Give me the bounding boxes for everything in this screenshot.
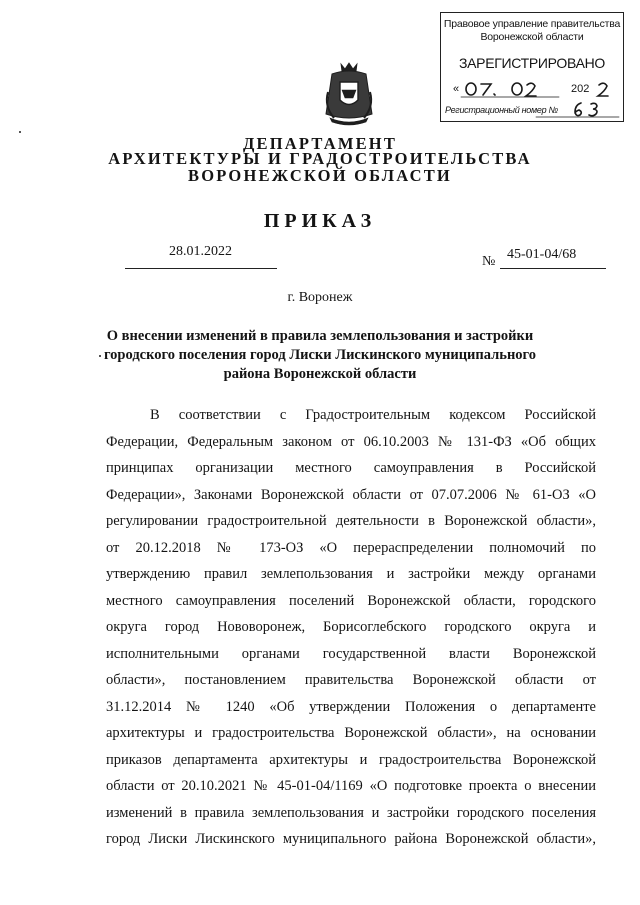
body-line: регулировании градостроительной деятельности в Воронежской области»,	[106, 513, 596, 529]
order-number-sign: №	[482, 254, 496, 269]
body-line: области от 20.10.2021 № 45-01-04/1169 «О подготовке проекта о внесении	[106, 778, 596, 794]
body-line: области», постановлением правительства Воронежской области от	[106, 672, 596, 688]
document-type-title: ПРИКАЗ	[263, 210, 377, 232]
stamp-reg-number-label: Регистрационный номер №	[445, 105, 558, 115]
department-line-1: ДЕПАРТАМЕНТ	[242, 134, 398, 153]
department-line-2: АРХИТЕКТУРЫ И ГРАДОСТРОИТЕЛЬСТВА	[108, 149, 532, 168]
body-line: Федерации», Законами Воронежской области от 07.07.2006 № 61-ОЗ «О	[106, 487, 596, 503]
stamp-authority-line1: Правовое управление правительства	[443, 18, 621, 30]
order-date: 28.01.2022	[169, 244, 232, 259]
body-line: архитектуры и градостроительства Воронежской области», на основании	[106, 725, 596, 741]
body-line: принципах организации местного самоуправления в Российской	[106, 460, 596, 476]
stamp-date-prefix: «	[453, 83, 460, 95]
body-line: город Лиски Лискинского муниципального района Воронежской области»,	[106, 831, 596, 847]
scan-mark	[99, 355, 101, 357]
body-line: Федерации, Федеральным законом от 06.10.2003 № 131-ФЗ «Об общих	[106, 434, 596, 450]
scan-mark	[19, 131, 21, 133]
subject-line-1: О внесении изменений в правила землепользования и застройки	[106, 328, 534, 344]
body-line: исполнительными органами государственной власти Воронежской	[106, 646, 596, 662]
registration-stamp	[440, 12, 624, 122]
stamp-status: ЗАРЕГИСТРИРОВАНО	[458, 55, 606, 71]
order-date-underline	[125, 268, 277, 269]
stamp-handwriting	[441, 13, 625, 123]
body-line: приказов департамента архитектуры и градостроительства Воронежской	[106, 752, 596, 768]
department-line-3: ВОРОНЕЖСКОЙ ОБЛАСТИ	[188, 166, 452, 185]
body-line: местного самоуправления поселений Воронежской области, городского	[106, 593, 596, 609]
subject-line-3: района Воронежской области	[223, 366, 417, 382]
body-line: утверждению правил землепользования и застройки между органами	[106, 566, 596, 582]
body-line: от 20.12.2018 № 173-ОЗ «О перераспределении полномочий по	[106, 540, 596, 556]
coat-of-arms-icon	[320, 62, 378, 126]
order-city: г. Воронеж	[287, 290, 353, 305]
order-number: 45-01-04/68	[507, 247, 577, 262]
body-line: изменений в правила землепользования и застройки городского поселения	[106, 805, 596, 821]
body-line: округа город Нововоронеж, Борисоглебского городского округа и	[106, 619, 596, 635]
body-line: 31.12.2014 № 1240 «Об утверждении Положения о департаменте	[106, 699, 596, 715]
body-line: В соответствии с Градостроительным кодексом Российской	[150, 407, 596, 423]
order-number-underline	[500, 268, 606, 269]
stamp-year-suffix: 202	[571, 83, 590, 95]
subject-line-2: городского поселения город Лиски Лискинского муниципального	[103, 347, 537, 363]
stamp-authority-line2: Воронежской области	[480, 31, 584, 43]
